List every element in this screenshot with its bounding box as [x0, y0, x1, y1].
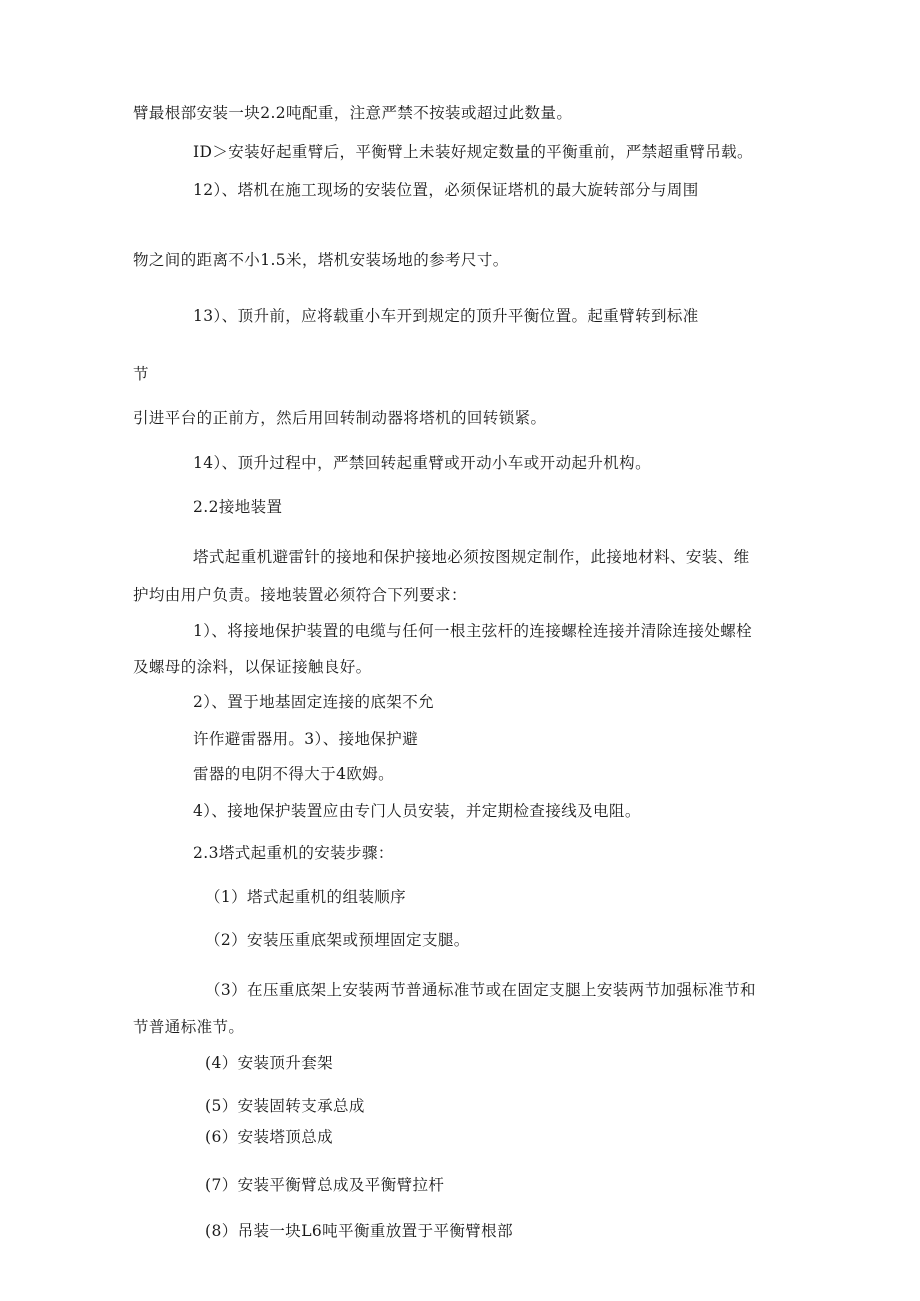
text-line-22: 节普通标准节。: [133, 1018, 245, 1036]
text-line-3: 12）、塔机在施工现场的安装位置，必须保证塔机的最大旋转部分与周围: [193, 181, 699, 199]
text-line-7: 引进平台的正前方，然后用回转制动器将塔机的回转锁紧。: [133, 409, 547, 427]
text-line-16: 雷器的电阴不得大于4欧姆。: [193, 765, 395, 783]
text-line-2: ID＞安装好起重臂后，平衡臂上未装好规定数量的平衡重前，严禁超重臂吊载。: [193, 143, 753, 161]
text-line-19: （1）塔式起重机的组装顺序: [205, 888, 407, 906]
text-line-15: 许作避雷器用。3）、接地保护避: [193, 730, 419, 748]
text-line-24: (5）安装固转支承总成: [205, 1097, 365, 1115]
text-line-10: 塔式起重机避雷针的接地和保护接地必须按图规定制作，此接地材料、安装、维: [193, 548, 750, 566]
text-line-13: 及螺母的涂料，以保证接触良好。: [133, 658, 372, 676]
text-line-26: (7）安装平衡臂总成及平衡臂拉杆: [205, 1176, 445, 1194]
text-line-8: 14）、顶升过程中，严禁回转起重臂或开动小车或开动起升机构。: [193, 454, 651, 472]
text-line-27: (8）吊装一块L6吨平衡重放置于平衡臂根部: [205, 1222, 513, 1240]
text-line-4: 物之间的距离不小1.5米，塔机安装场地的参考尺寸。: [133, 251, 509, 269]
text-line-21: （3）在压重底架上安装两节普通标准节或在固定支腿上安装两节加强标准节和: [205, 981, 756, 999]
text-line-23: (4）安装顶升套架: [205, 1054, 334, 1072]
section-heading-2-3: 2.3塔式起重机的安装步骤：: [193, 844, 394, 862]
text-line-20: （2）安装压重底架或预埋固定支腿。: [205, 931, 470, 949]
text-line-25: (6）安装塔顶总成: [205, 1128, 334, 1146]
text-line-5: 13）、顶升前，应将载重小车开到规定的顶升平衡位置。起重臂转到标准: [193, 307, 699, 325]
text-line-12: 1）、将接地保护装置的电缆与任何一根主弦杆的连接螺栓连接并清除连接处螺栓: [193, 622, 753, 640]
text-line-1: 臂最根部安装一块2.2吨配重，注意严禁不按装或超过此数量。: [133, 104, 573, 122]
text-line-17: 4）、接地保护装置应由专门人员安装，并定期检查接线及电阻。: [193, 802, 641, 820]
text-line-14: 2）、置于地基固定连接的底架不允: [193, 693, 435, 711]
section-heading-2-2: 2.2接地装置: [193, 498, 283, 516]
text-line-11: 护均由用户负责。接地装置必须符合下列要求：: [133, 586, 467, 604]
text-line-6: 节: [133, 365, 149, 383]
